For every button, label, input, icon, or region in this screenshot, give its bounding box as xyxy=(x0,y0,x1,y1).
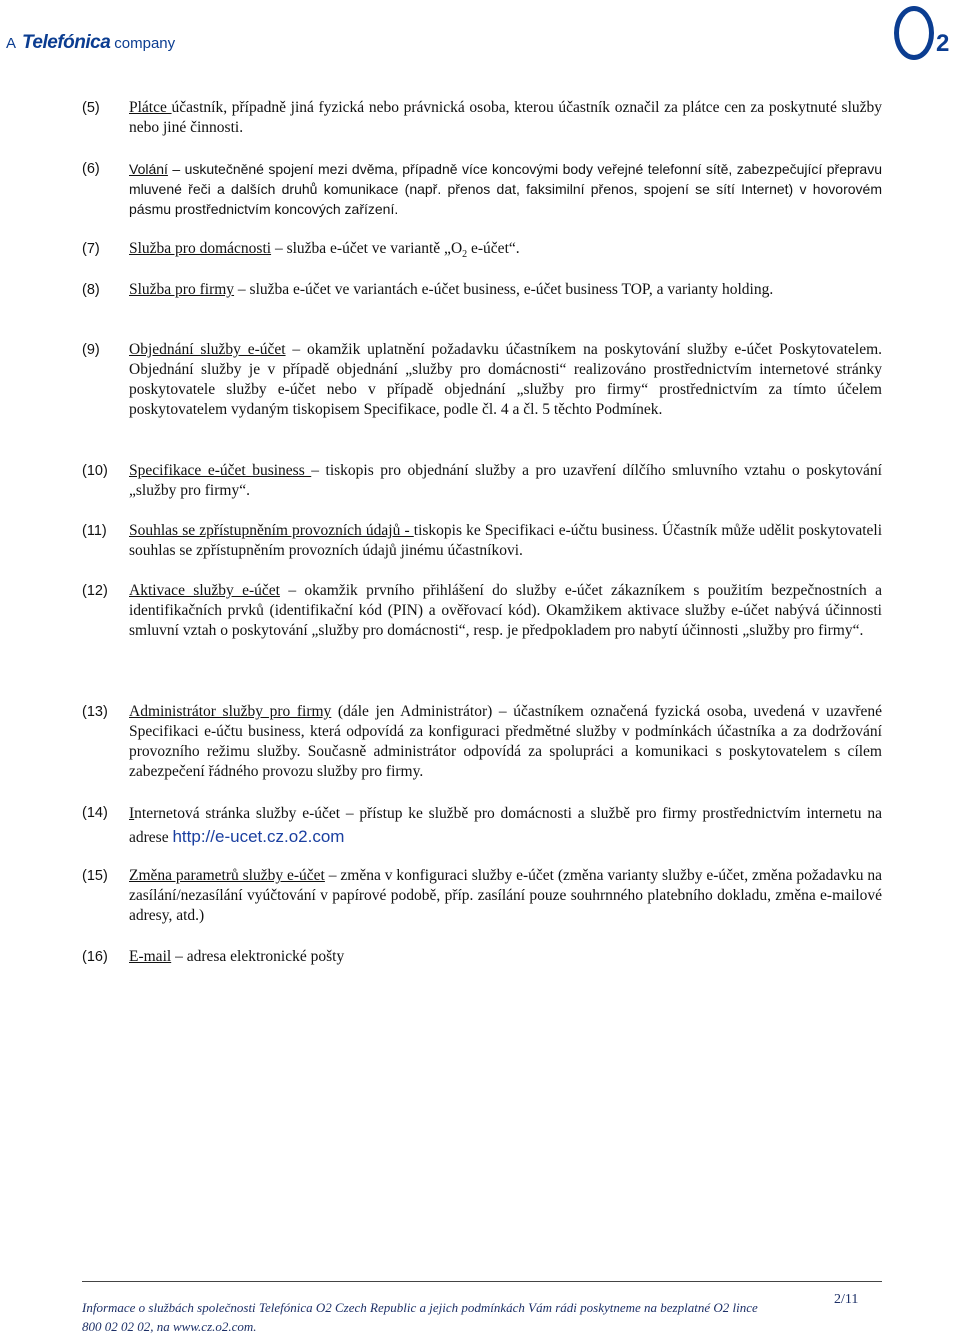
item-text: – služba e-účet ve variantách e-účet business, e-účet business TOP, a varianty holding. xyxy=(234,281,774,298)
item-body xyxy=(129,702,882,782)
item-body xyxy=(129,802,882,849)
item-text: – okamžik prvního přihlášení do služby e-účet zákazníkem s použitím bezpečnostních a identifikačních prvků (identifikační kód (PIN) a ověřovací kód). Okamžikem aktivace služby e-účet nabývá účinnosti smluvní vztah o poskytování „služby pro domácnosti“, resp. je předpokladem pro nabytí účinnosti „služby pro firmy“. xyxy=(129,582,882,639)
definition-item xyxy=(82,159,882,219)
o2-logo-sub: 2 xyxy=(936,30,950,57)
item-body xyxy=(129,98,882,138)
item-text: – změna v konfiguraci služby e-účet (změna varianty služby e-účet, změna požadavku na zasílání/nezasílání vyúčtování v papírové podobě, příp. zasílání pouze souhrnného platebního dokladu, změna e-mailové adresy, atd.) xyxy=(129,867,882,924)
item-text: – okamžik uplatnění požadavku účastníkem na poskytování služby e-účet Poskytovatelem. Objednání služby je v případě objednání „služby pro domácnosti“ realizováno prostřednictvím internetové stránky poskytovatele služby e-účet nebo v případě objednání „služby pro firmy“ prostřednictvím za tímto účelem poskytovatelem vydaným tiskopisem Specifikace, podle čl. 4 a čl. 5 těchto Podmínek. xyxy=(129,341,883,418)
definition-item xyxy=(82,581,882,641)
item-number: (10) xyxy=(82,463,108,479)
definition-item xyxy=(82,947,882,967)
item-text: tiskopis ke Specifikaci e-účtu business. Účastník může udělit poskytovateli souhlas se zpřístupněním provozních údajů jinému účastníkovi. xyxy=(129,522,882,559)
definition-item xyxy=(82,461,882,501)
item-term: I xyxy=(129,805,135,822)
item-term: Volání xyxy=(129,161,168,177)
brand-suffix: company xyxy=(114,35,176,52)
item-number: (7) xyxy=(82,241,100,257)
footer-text-line2: 800 02 02 02, na www.cz.o2.com. xyxy=(82,1319,257,1334)
item-term: Specifikace e-účet business xyxy=(129,462,312,479)
definition-item xyxy=(82,521,882,561)
item-text: – uskutečněné spojení mezi dvěma, případně více koncovými body veřejné telefonní sítě, zabezpečující přepravu mluvené řeči a dalších druhů komunikace (např. přenos dat, faksimilní přenos, spojení se sítí Internet) v hovorovém pásmu prostřednictvím koncových zařízení. xyxy=(129,161,882,217)
item-number: (12) xyxy=(82,583,108,599)
item-text: účastník, případně jiná fyzická nebo právnická osoba, kterou účastník označil za plátce cen za poskytnuté služby nebo jiné činnosti. xyxy=(129,99,882,136)
item-number: (14) xyxy=(82,805,108,821)
item-number: (13) xyxy=(82,704,108,720)
item-number: (15) xyxy=(82,868,108,884)
item-text-end: e-účet“. xyxy=(467,240,520,257)
item-term: Administrátor služby pro firmy xyxy=(129,703,332,720)
item-body xyxy=(129,340,882,420)
item-text: – služba e-účet ve variantě „O xyxy=(271,240,463,257)
item-number: (8) xyxy=(82,282,100,298)
item-term: Souhlas se zpřístupněním provozních údajů - xyxy=(129,522,414,539)
definition-item xyxy=(82,98,882,138)
item-term: Objednání služby e-účet xyxy=(129,341,286,358)
item-text: – tiskopis pro objednání služby a pro uzavření dílčího smluvního vztahu o poskytování „služby pro firmy“. xyxy=(129,462,882,499)
item-number: (5) xyxy=(82,100,100,116)
footer-text-line1: Informace o službách společnosti Telefónica O2 Czech Republic a jejich podmínkách Vám rádi poskytneme na bezplatné O2 lince xyxy=(82,1300,758,1315)
item-body xyxy=(129,521,882,561)
website-link[interactable]: http://e-ucet.cz.o2.com xyxy=(172,827,345,846)
brand-name: Telefónica xyxy=(22,32,111,53)
item-body xyxy=(129,280,882,300)
definition-item xyxy=(82,702,882,782)
item-subscript: 2 xyxy=(462,249,468,261)
page-number: 2/11 xyxy=(834,1292,859,1307)
item-number: (11) xyxy=(82,523,107,539)
item-term: Služba pro domácnosti xyxy=(129,240,272,257)
item-term: E-mail xyxy=(129,948,172,965)
footer-divider xyxy=(82,1281,882,1282)
item-body xyxy=(129,159,882,219)
item-body xyxy=(129,866,882,926)
definition-item xyxy=(82,280,882,300)
definition-item xyxy=(82,239,882,259)
page-header xyxy=(0,0,960,64)
definition-item xyxy=(82,340,882,420)
item-body xyxy=(129,581,882,641)
item-text: (dále jen Administrátor) – účastníkem označená fyzická osoba, uvedená v uzavřené Specifikaci e-účtu business, která odpovídá za konfiguraci předmětné služby v podmínkách účastníka a za dodržování provozního režimu služby. Současně administrátor odpovídá za spolupráci a komunikaci s poskytovatelem s cílem zabezpečení řádného provozu služby pro firmy. xyxy=(129,703,882,780)
definition-item xyxy=(82,866,882,926)
item-number: (6) xyxy=(82,161,100,177)
item-number: (16) xyxy=(82,949,108,965)
item-text: – adresa elektronické pošty xyxy=(171,948,345,965)
item-body xyxy=(129,947,882,967)
item-term: Aktivace služby e-účet xyxy=(129,582,280,599)
definition-item xyxy=(82,802,882,849)
item-term: Změna parametrů služby e-účet xyxy=(129,867,325,884)
item-term: Služba pro firmy xyxy=(129,281,235,298)
brand-prefix: A xyxy=(6,35,17,52)
item-text: nternetová stránka služby e-účet – přístup ke službě pro domácnosti a službě pro firmy prostřednictvím internetu na adrese xyxy=(129,805,882,846)
item-term: Plátce xyxy=(129,99,172,116)
o2-logo-o xyxy=(894,6,934,60)
telefonica-logo xyxy=(6,32,175,54)
item-number: (9) xyxy=(82,342,100,358)
item-body xyxy=(129,461,882,501)
o2-logo xyxy=(894,2,956,60)
page-footer xyxy=(82,1298,822,1336)
item-body xyxy=(129,239,882,259)
